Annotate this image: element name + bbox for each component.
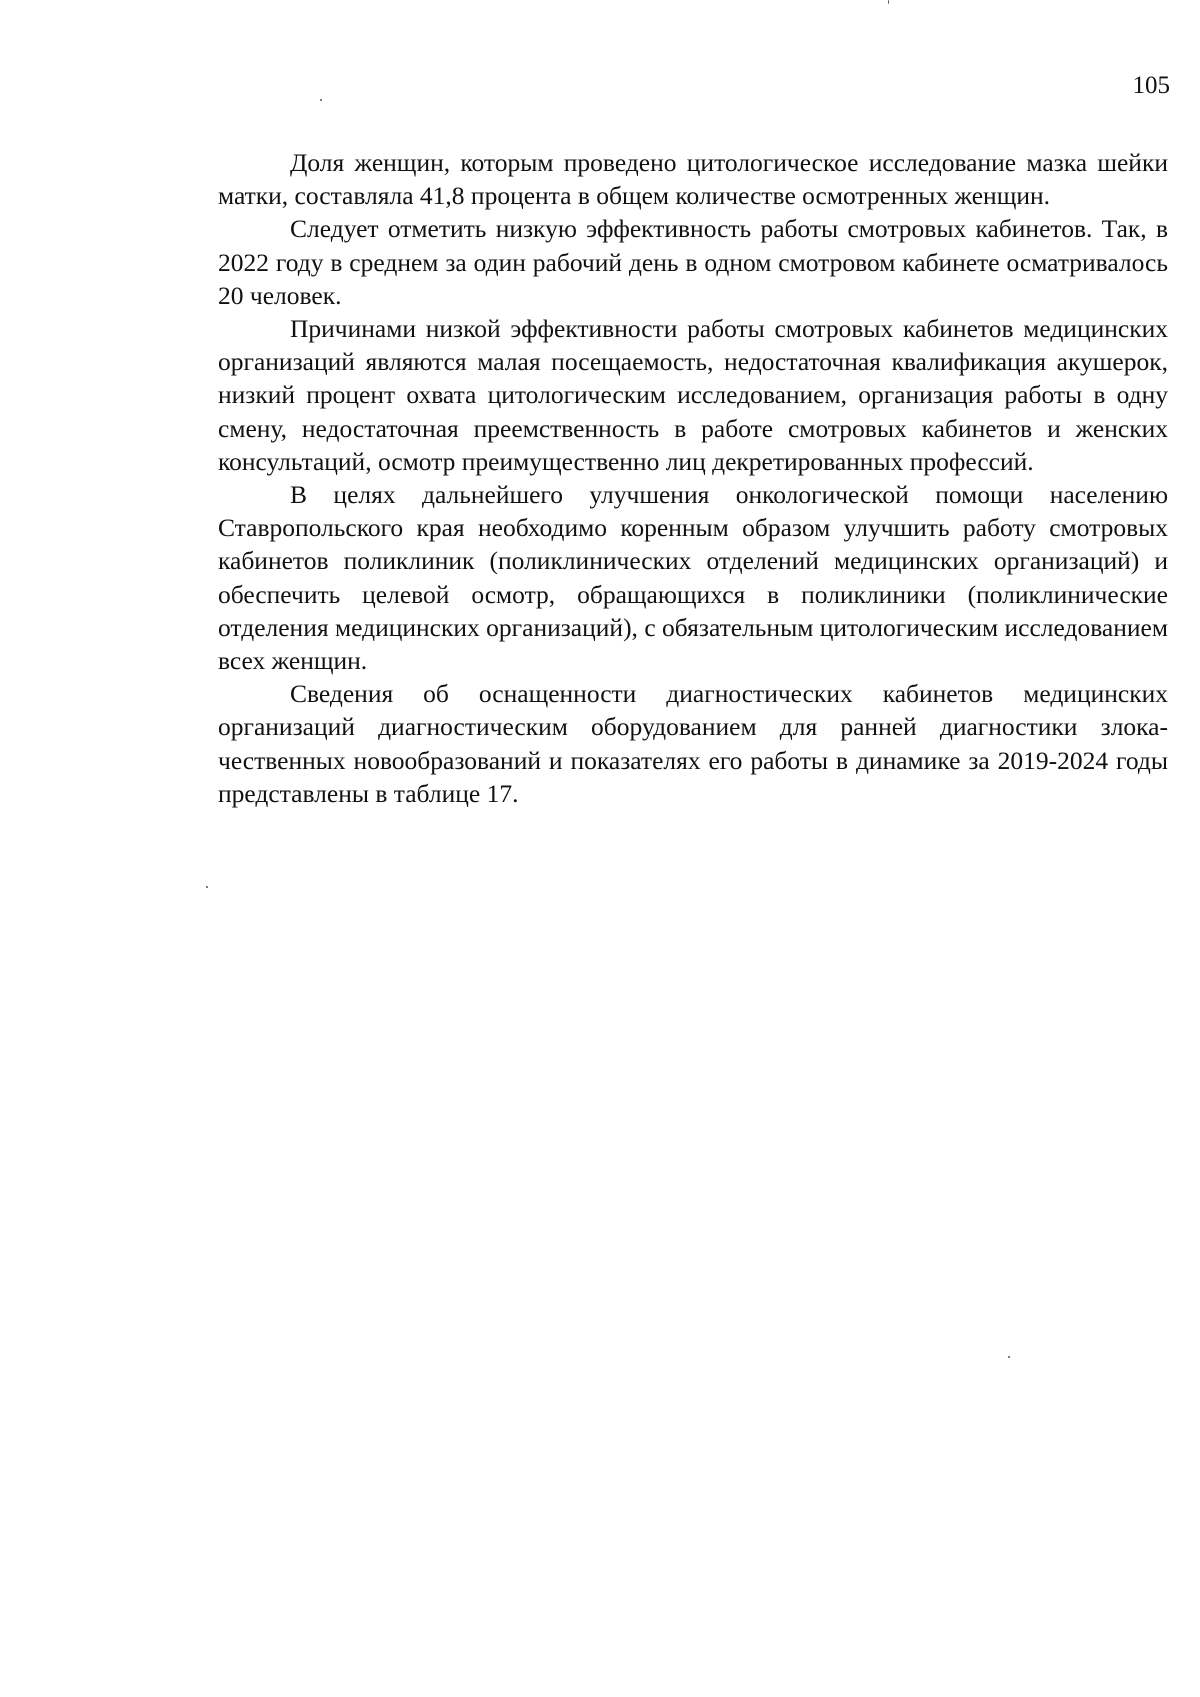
scan-speck [206,886,208,888]
paragraph-2: Следует отметить низкую эффективность работы смотровых кабинетов. Так, в 2022 году в среднем за один рабочий день в одном смотровом кабинете осматривалось 20 человек. [218,214,1168,310]
paragraph-1: Доля женщин, которым проведено цитологическое исследование мазка шейки матки, составляла 41,8 процента в общем количестве осмотренных женщин. [218,148,1168,211]
paragraph-3: Причинами низкой эффективности работы смотровых кабинетов медицинских организаций являются малая посещаемость, недостаточная квалификация акушерок, низкий процент охвата цитологическим исследованием, организация работы в одну смену, недостаточная преемственность в работе смотровых кабинетов и женских консультаций, осмотр преимущественно лиц декретированных профессий. [218,314,1168,476]
scan-speck [888,0,889,4]
paragraph-5: Сведения об оснащенности диагностических кабинетов медицинских организаций диагностическим оборудованием для ранней диагностики злокачественных новообразований и показателях его работы в динамике за 2019-2024 годы представлены в таблице 17. [218,679,1168,808]
scan-speck [320,99,322,101]
page-number: 105 [1132,72,1170,99]
body-text [218,146,1168,810]
scan-speck [1008,1356,1010,1358]
paragraph-4: В целях дальнейшего улучшения онкологической помощи населению Ставропольского края необходимо коренным образом улучшить работу смотровых кабинетов поликлиник (поликлинических отделений медицинских организаций) и обеспечить целевой осмотр, обращающихся в поликлиники (поликлинические отделения медицинских организаций), с обязательным цитологическим исследованием всех женщин. [218,480,1168,676]
